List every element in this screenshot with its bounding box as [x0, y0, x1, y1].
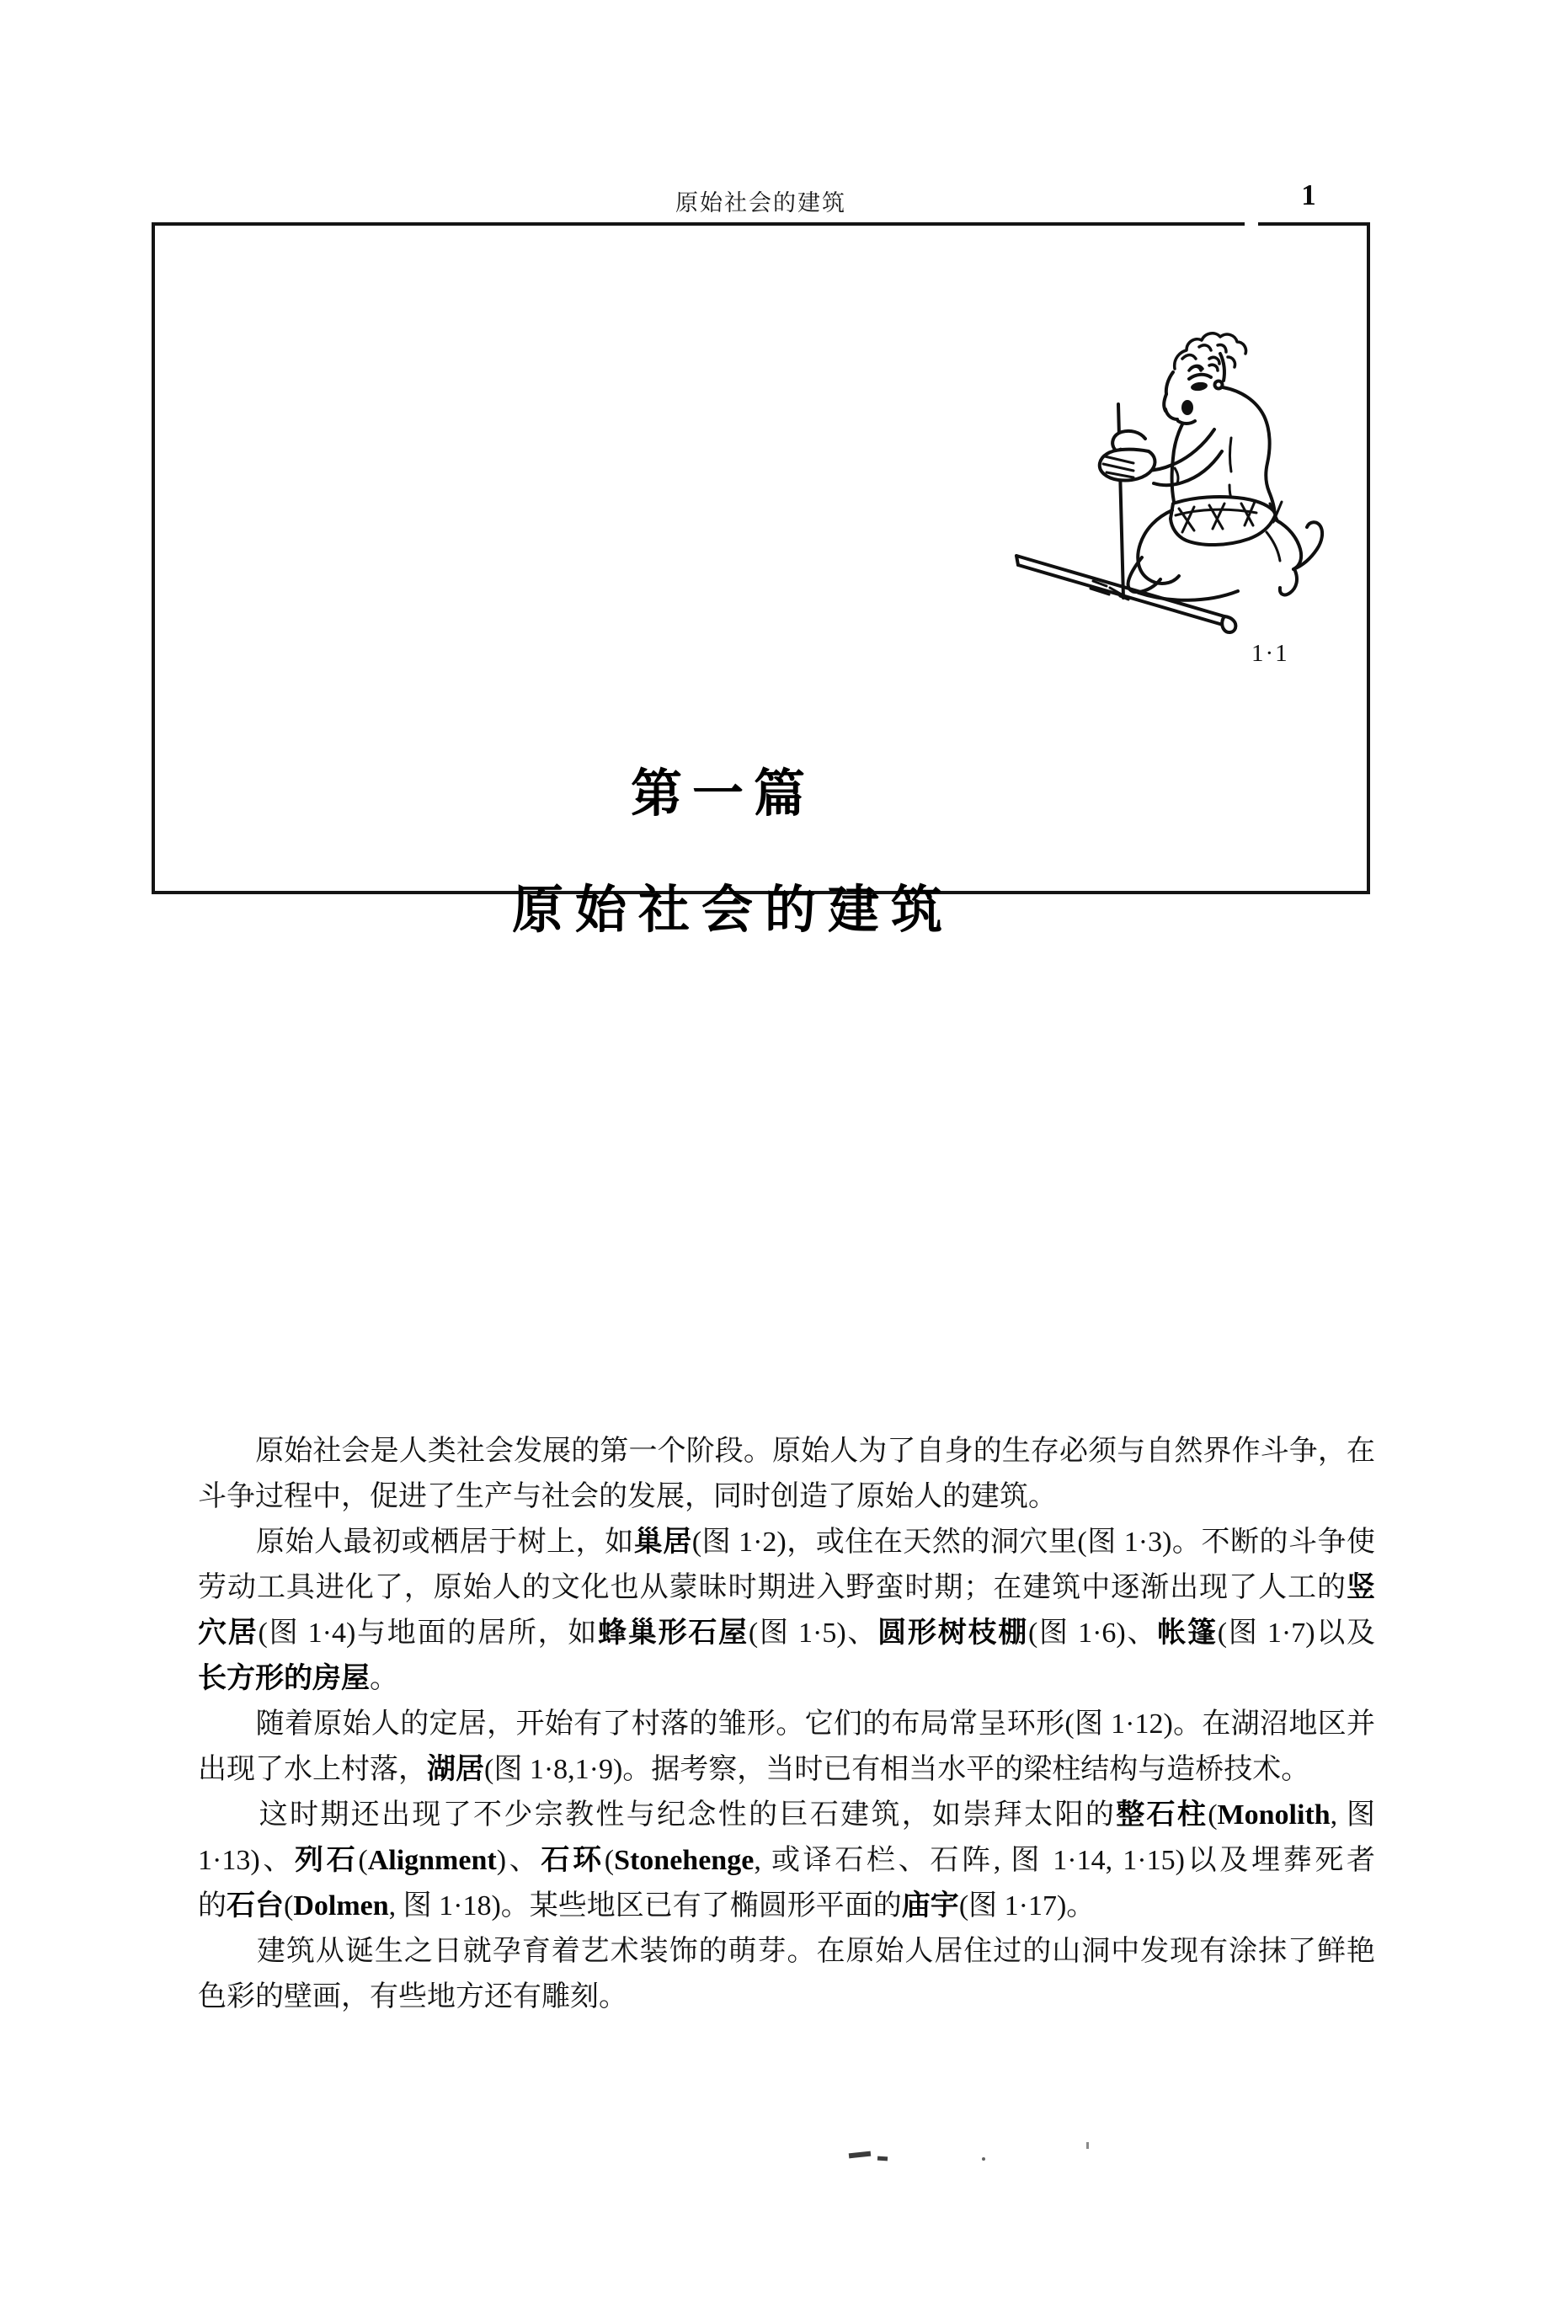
kneeling-leg	[1267, 520, 1322, 594]
text-segment: 色彩的壁画，有些地方还有雕刻。	[198, 1981, 627, 2012]
body-text-line	[198, 1565, 1375, 1611]
text-segment: (	[284, 1890, 294, 1922]
bold-term: 蜂巢形石屋	[598, 1618, 749, 1649]
text-segment: 随着原始人的定居，开始有了村落的雏形。它们的布局常呈环形(图 1·12)。在湖沼地区并	[198, 1708, 1375, 1740]
text-segment: , 图	[1330, 1799, 1375, 1831]
text-segment: 原始人最初或栖居于树上，如	[198, 1527, 634, 1558]
body-text-line	[198, 1747, 1375, 1793]
text-segment: 斗争过程中，促进了生产与社会的发展，同时创造了原始人的建筑。	[198, 1481, 1057, 1512]
text-segment: 建筑从诞生之日就孕育着艺术装饰的萌芽。在原始人居住过的山洞中发现有涂抹了鲜艳	[198, 1936, 1375, 1967]
bold-term: 石环	[541, 1845, 605, 1876]
bold-term: 圆形树枝棚	[877, 1618, 1028, 1649]
ground-plank	[1016, 556, 1235, 632]
bold-term: 穴居	[198, 1618, 259, 1649]
body-text-line	[198, 1793, 1375, 1838]
scan-smudge	[849, 2151, 871, 2159]
body-text-line	[198, 1884, 1375, 1929]
text-segment: )、	[496, 1845, 541, 1876]
text-segment: , 图 1·18)。某些地区已有了椭圆形平面的	[388, 1890, 902, 1922]
wrist-band	[1175, 468, 1178, 483]
body-text-line	[198, 1975, 1375, 2020]
text-segment: (	[358, 1845, 368, 1876]
bold-term: 湖居	[427, 1754, 484, 1785]
text-segment: , 或译石栏、石阵, 图 1·14, 1·15)以及埋葬死者	[754, 1845, 1375, 1876]
running-title: 原始社会的建筑	[675, 190, 846, 216]
body-text-line	[198, 1838, 1375, 1884]
part-title: 原始社会的建筑	[512, 881, 955, 938]
kneeling-surveyor-illustration	[970, 303, 1357, 657]
body-text-line	[198, 1656, 1375, 1702]
text-segment: (图 1·8,1·9)。据考察，当时已有相当水平的梁柱结构与造桥技术。	[484, 1754, 1310, 1785]
body-text-line	[198, 1929, 1375, 1975]
bold-term: Monolith	[1217, 1799, 1331, 1831]
text-segment: 。	[370, 1663, 398, 1694]
scan-gap-artifact	[1245, 221, 1258, 229]
body-text-line	[198, 1520, 1375, 1565]
running-header	[152, 184, 1370, 217]
bold-term: 列石	[295, 1845, 359, 1876]
bold-term: 巢居	[633, 1527, 692, 1558]
text-segment: (图 1·7)以及	[1217, 1618, 1375, 1649]
text-segment: 出现了水上村落，	[198, 1754, 427, 1785]
text-segment: 劳动工具进化了，原始人的文化也从蒙昧时期进入野蛮时期；在建筑中逐渐出现了人工的	[198, 1572, 1347, 1603]
bold-term: 石台	[227, 1890, 284, 1922]
hands	[1100, 431, 1155, 481]
body-text-line	[198, 1611, 1375, 1656]
hair-curls	[1175, 333, 1246, 370]
body-text	[198, 1429, 1375, 2020]
bold-term: 整石柱	[1116, 1799, 1208, 1831]
text-segment: (图 1·17)。	[958, 1890, 1096, 1922]
body-text-line	[198, 1474, 1375, 1520]
page-number: 1	[1301, 179, 1316, 211]
bold-term: 长方形的房屋	[198, 1663, 370, 1694]
figure-caption: 1·1	[1251, 640, 1289, 667]
bold-term: 帐篷	[1157, 1618, 1218, 1649]
scan-smudge	[1086, 2142, 1089, 2149]
body-text-line	[198, 1429, 1375, 1474]
text-segment: 这时期还出现了不少宗教性与纪念性的巨石建筑，如崇拜太阳的	[198, 1799, 1117, 1831]
text-segment: 1·13)、	[198, 1845, 296, 1876]
text-segment: (	[604, 1845, 615, 1876]
text-segment: (图 1·6)、	[1027, 1618, 1158, 1649]
scan-smudge	[877, 2156, 888, 2161]
bold-term: Stonehenge	[614, 1845, 755, 1876]
text-segment: 原始社会是人类社会发展的第一个阶段。原始人为了自身的生存必须与自然界作斗争，在	[198, 1436, 1375, 1467]
text-segment: 的	[198, 1890, 227, 1922]
chest-marks	[1229, 438, 1232, 500]
text-segment: (图 1·2)，或住在天然的洞穴里(图 1·3)。不断的斗争使	[691, 1527, 1375, 1558]
bold-term: Alignment	[367, 1845, 497, 1876]
bold-term: Dolmen	[293, 1890, 389, 1922]
part-label: 第一篇	[631, 765, 816, 822]
bold-term: 竖	[1347, 1572, 1375, 1603]
text-segment: (图 1·5)、	[748, 1618, 878, 1649]
loincloth	[1171, 497, 1282, 545]
body-text-line	[198, 1702, 1375, 1747]
scan-smudge	[982, 2157, 985, 2161]
text-segment: (	[1208, 1799, 1218, 1831]
bold-term: 庙宇	[901, 1890, 959, 1922]
text-segment: (图 1·4)与地面的居所，如	[258, 1618, 599, 1649]
